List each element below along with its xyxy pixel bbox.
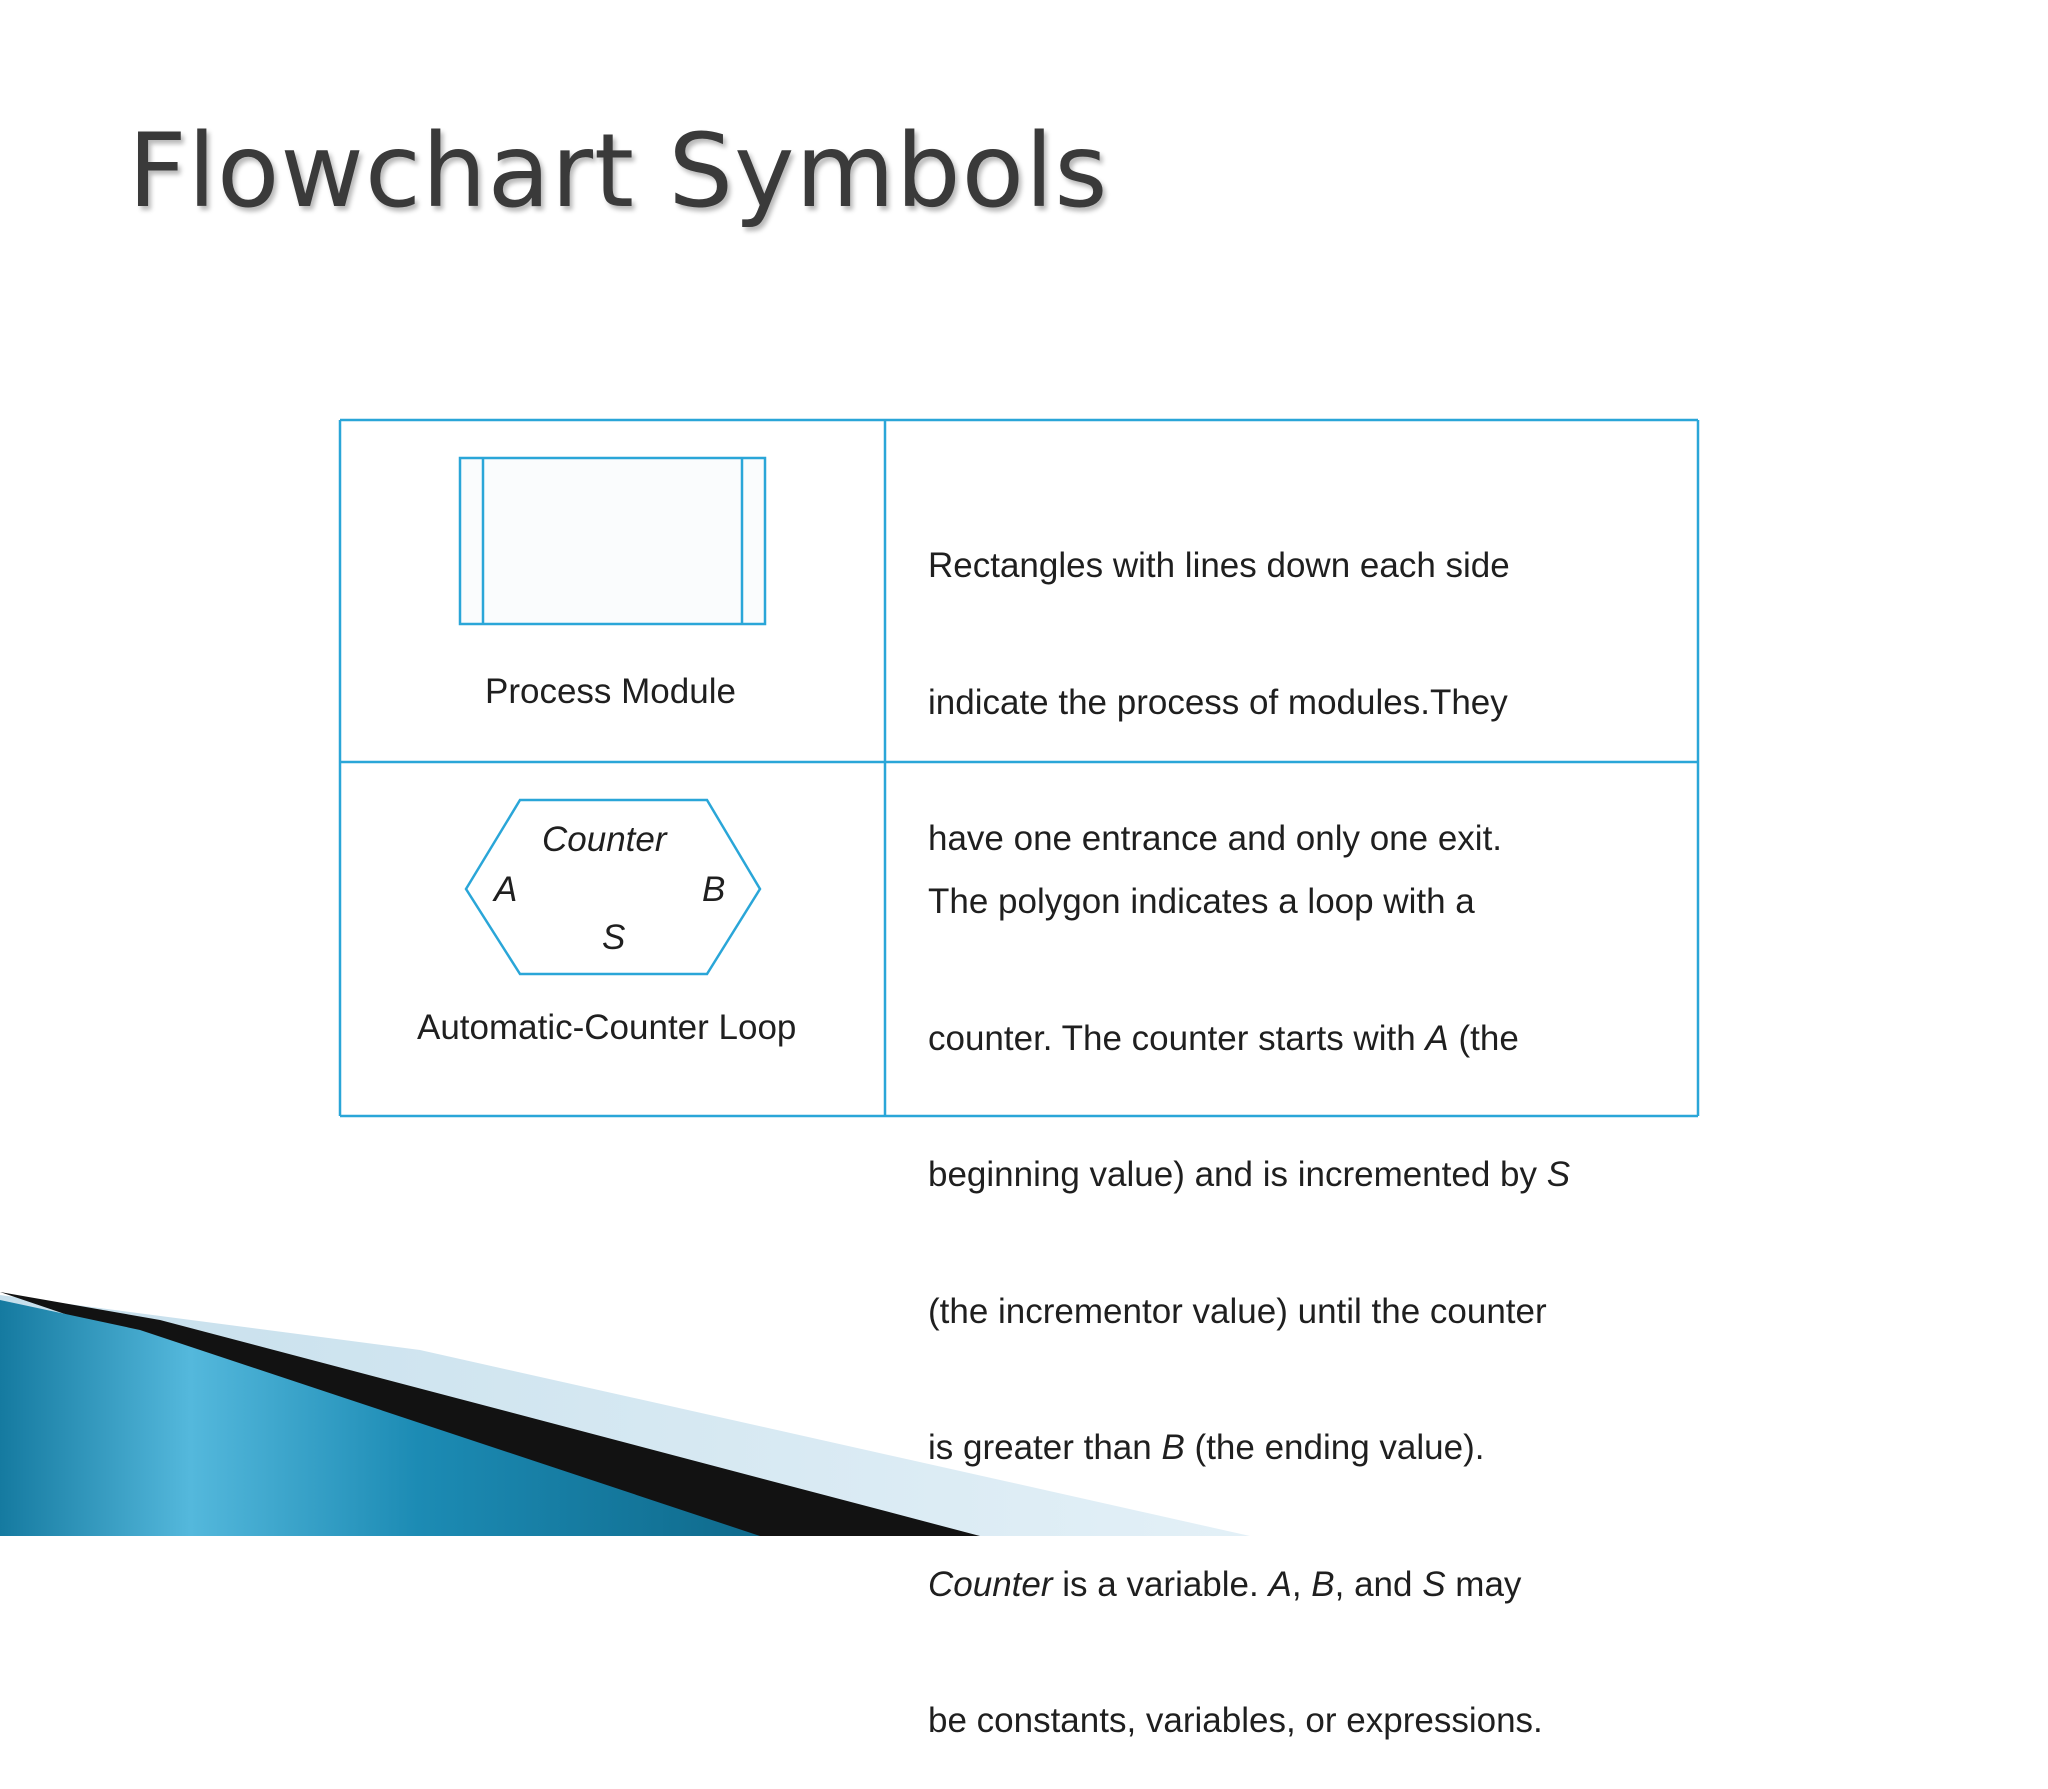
description-line: have one entrance and only one exit. (928, 819, 1503, 858)
text-run: be constants, variables, or expressions. (928, 1701, 1543, 1740)
text-run: is greater than (928, 1428, 1162, 1467)
text-run: may (1445, 1564, 1522, 1604)
text-run: (the incrementor value) until the counter (928, 1291, 1547, 1331)
process-module-symbol (460, 458, 765, 624)
text-run-italic: Counter (928, 1564, 1053, 1604)
text-run: (the ending value). (1184, 1428, 1485, 1467)
description-line (928, 1698, 1570, 1744)
text-run-italic: S (1546, 1155, 1571, 1194)
hex-label-a: A (494, 870, 518, 909)
decorative-swoosh (0, 1240, 2048, 1536)
text-run: beginning value) and is incremented by (928, 1155, 1547, 1194)
hex-label-counter: Counter (542, 820, 667, 859)
text-run: counter. The counter starts with (928, 1018, 1426, 1058)
hex-label-s: S (602, 918, 626, 957)
text-run: The polygon indicates a loop with a (928, 882, 1475, 921)
text-run: , and (1334, 1564, 1423, 1604)
description-line: indicate the process of modules.They (928, 682, 1508, 722)
process-module-caption: Process Module (485, 672, 736, 711)
description-line (928, 1152, 1570, 1198)
text-run: is a variable. (1052, 1564, 1269, 1604)
process-module-rect (460, 458, 765, 624)
text-run-italic: A (1425, 1018, 1449, 1058)
text-run: , (1291, 1564, 1312, 1604)
text-run-italic: S (1422, 1564, 1446, 1604)
text-run-italic: B (1161, 1428, 1185, 1467)
text-run-italic: B (1311, 1564, 1335, 1604)
description-line (928, 1562, 1570, 1608)
text-run-italic: A (1268, 1564, 1292, 1604)
counter-loop-caption: Automatic-Counter Loop (417, 1008, 797, 1047)
description-line (928, 1016, 1570, 1062)
text-run: (the (1448, 1018, 1519, 1058)
slide-title: Flowchart Symbols (128, 112, 1109, 231)
description-line (928, 879, 1570, 925)
hex-label-b: B (702, 870, 726, 909)
description-line: Rectangles with lines down each side (928, 546, 1510, 585)
